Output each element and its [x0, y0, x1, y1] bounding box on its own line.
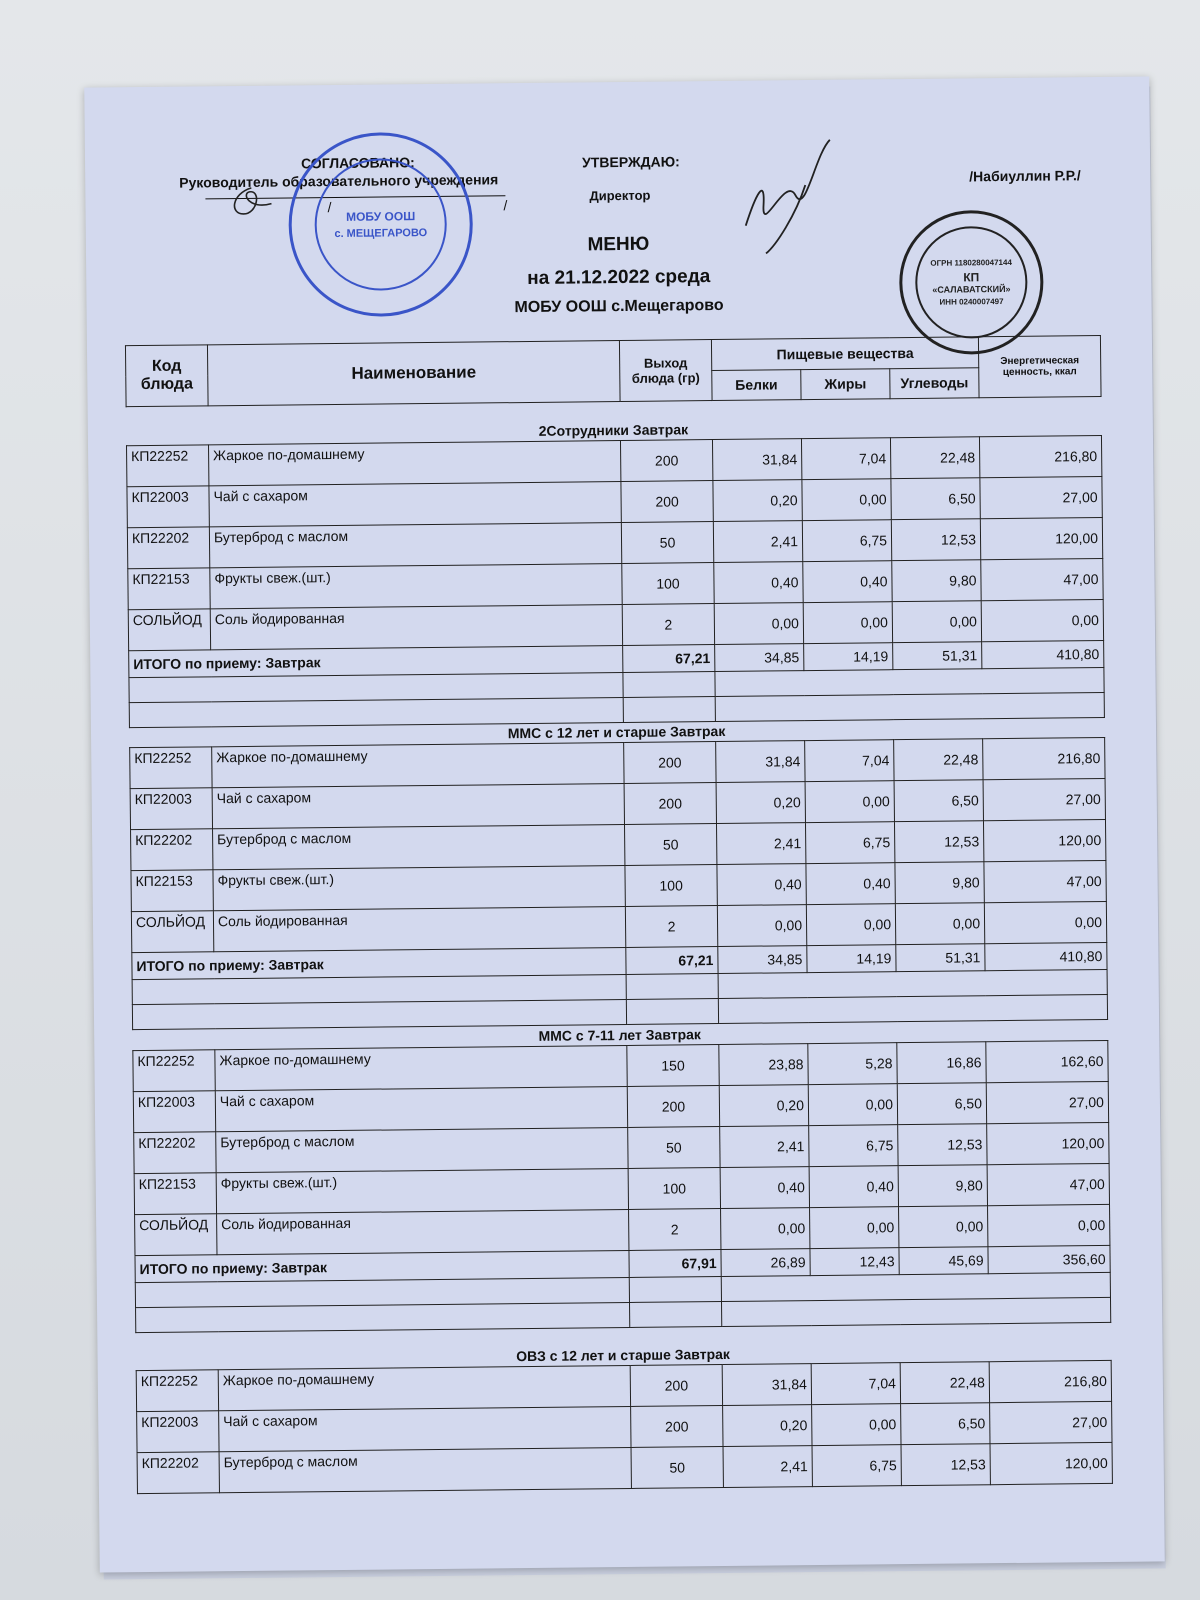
- dish-fat: 0,00: [806, 904, 895, 946]
- col-energy: Энергетическая ценность, ккал: [978, 335, 1101, 397]
- dish-energy: 27,00: [986, 1081, 1108, 1123]
- dish-fat: 5,28: [808, 1043, 897, 1085]
- dish-code: КП22202: [134, 1132, 216, 1174]
- dish-output: 150: [627, 1045, 719, 1087]
- total-energy: 356,60: [988, 1245, 1110, 1273]
- section-title: ОВЗ с 12 лет и старше Завтрак: [516, 1345, 730, 1365]
- table-row: [137, 1442, 1112, 1493]
- section-table: [136, 1360, 1113, 1494]
- dish-output: 50: [631, 1447, 723, 1489]
- dish-energy: 0,00: [981, 599, 1103, 641]
- dish-carbs: 12,53: [898, 1124, 987, 1166]
- section-title: ММС с 7-11 лет Завтрак: [538, 1026, 701, 1044]
- dish-name: Бутерброд с маслом: [219, 1447, 631, 1492]
- dish-energy: 120,00: [990, 1442, 1112, 1484]
- dish-energy: 120,00: [987, 1122, 1109, 1164]
- agreed-role: Руководитель образовательного учреждения: [179, 171, 499, 191]
- dish-carbs: 12,53: [894, 821, 983, 863]
- dish-output: 200: [631, 1406, 723, 1448]
- total-output: 67,21: [623, 645, 715, 673]
- dish-protein: 0,40: [720, 1167, 809, 1209]
- section-rows: [130, 737, 1108, 1029]
- dish-code: КП22252: [133, 1050, 215, 1092]
- dish-fat: 0,00: [808, 1084, 897, 1126]
- approve-label: УТВЕРЖДАЮ:: [581, 153, 680, 171]
- dish-fat: 0,00: [810, 1207, 899, 1249]
- dish-name: Чай с сахаром: [209, 482, 621, 527]
- dish-protein: 0,40: [714, 562, 803, 604]
- dish-energy: 216,80: [983, 737, 1105, 779]
- dish-protein: 2,41: [720, 1126, 809, 1168]
- dish-output: 200: [624, 783, 716, 825]
- dish-name: Соль йодированная: [217, 1209, 629, 1254]
- dish-fat: 6,75: [802, 520, 891, 562]
- dish-output: 200: [630, 1365, 722, 1407]
- dish-fat: 6,75: [809, 1125, 898, 1167]
- dish-code: СОЛЬЙОД: [135, 1214, 217, 1256]
- column-header-table: [125, 335, 1102, 407]
- dish-fat: 0,00: [802, 479, 891, 521]
- menu-date: на 21.12.2022 среда: [527, 266, 711, 289]
- dish-carbs: 9,80: [892, 560, 981, 602]
- col-fat: Жиры: [801, 368, 890, 399]
- dish-code: СОЛЬЙОД: [131, 911, 213, 953]
- dish-energy: 47,00: [984, 860, 1106, 902]
- dish-protein: 0,20: [716, 782, 805, 824]
- dish-code: КП22202: [137, 1452, 219, 1494]
- section-rows: [133, 1040, 1111, 1332]
- dish-fat: 0,40: [803, 561, 892, 603]
- dish-name: Жаркое по-домашнему: [218, 1365, 630, 1410]
- dish-protein: 2,41: [716, 823, 805, 865]
- col-protein: Белки: [712, 369, 801, 400]
- dish-carbs: 6,50: [894, 780, 983, 822]
- total-fat: 14,19: [804, 643, 893, 671]
- dish-carbs: 12,53: [901, 1444, 990, 1486]
- dish-energy: 216,80: [979, 435, 1101, 477]
- director-label: Директор: [589, 187, 651, 204]
- dish-protein: 0,20: [719, 1085, 808, 1127]
- col-output: Выход блюда (гр): [619, 340, 712, 402]
- dish-energy: 120,00: [980, 517, 1102, 559]
- col-code: Код блюда: [125, 345, 208, 407]
- dish-energy: 47,00: [987, 1163, 1109, 1205]
- dish-name: Фрукты свеж.(шт.): [216, 1168, 628, 1213]
- school-stamp-line2: с. МЕЩЕГАРОВО: [334, 227, 428, 241]
- dish-energy: 27,00: [990, 1401, 1112, 1443]
- dish-fat: 0,40: [809, 1166, 898, 1208]
- dish-carbs: 0,00: [895, 903, 984, 945]
- dish-carbs: 22,48: [890, 437, 979, 479]
- total-carbs: 51,31: [893, 642, 982, 670]
- dish-fat: 6,75: [805, 822, 894, 864]
- agreed-label: СОГЛАСОВАНО:: [300, 154, 415, 172]
- section-table: [132, 1040, 1111, 1333]
- dish-carbs: 6,50: [897, 1083, 986, 1125]
- dish-fat: 0,00: [812, 1404, 901, 1446]
- dish-code: СОЛЬЙОД: [128, 609, 210, 651]
- dish-output: 50: [625, 824, 717, 866]
- company-stamp-kp: КП: [963, 270, 980, 285]
- dish-energy: 27,00: [983, 778, 1105, 820]
- dish-fat: 6,75: [812, 1445, 901, 1487]
- dish-output: 100: [625, 865, 717, 907]
- company-stamp-ogrn: ОГРН 1180280047144: [930, 257, 1012, 268]
- dish-protein: 23,88: [719, 1044, 808, 1086]
- dish-code: КП22003: [137, 1411, 219, 1453]
- director-name: /Набиуллин Р.Р./: [969, 167, 1081, 185]
- section-table: [129, 737, 1108, 1030]
- total-protein: 34,85: [715, 644, 804, 672]
- dish-carbs: 22,48: [894, 739, 983, 781]
- dish-output: 200: [621, 481, 713, 523]
- dish-name: Соль йодированная: [213, 906, 625, 951]
- dish-fat: 0,40: [806, 863, 895, 905]
- dish-name: Бутерброд с маслом: [213, 825, 625, 870]
- dish-protein: 0,40: [717, 864, 806, 906]
- dish-name: Жаркое по-домашнему: [209, 441, 621, 486]
- total-output: 67,91: [629, 1250, 721, 1278]
- dish-protein: 0,00: [721, 1208, 810, 1250]
- total-carbs: 45,69: [899, 1247, 988, 1275]
- dish-name: Бутерброд с маслом: [216, 1127, 628, 1172]
- agreed-signature: [221, 184, 281, 221]
- dish-code: КП22153: [134, 1173, 216, 1215]
- dish-output: 100: [622, 563, 714, 605]
- dish-protein: 0,00: [717, 905, 806, 947]
- signature-slash-right: /: [503, 197, 508, 214]
- dish-code: КП22003: [127, 486, 209, 528]
- dish-energy: 47,00: [981, 558, 1103, 600]
- company-stamp-name: «САЛАВАТСКИЙ»: [932, 283, 1011, 295]
- menu-document: [84, 76, 1164, 1572]
- col-carbs: Углеводы: [890, 367, 979, 398]
- dish-output: 50: [621, 522, 713, 564]
- dish-output: 100: [628, 1168, 720, 1210]
- dish-code: КП22153: [128, 568, 210, 610]
- dish-code: КП22003: [130, 788, 212, 830]
- dish-code: КП22202: [131, 829, 213, 871]
- dish-output: 200: [627, 1086, 719, 1128]
- total-energy: 410,80: [982, 640, 1104, 668]
- school-name: МОБУ ООШ с.Мещегарово: [514, 296, 724, 317]
- dish-output: 2: [622, 604, 714, 646]
- dish-protein: 31,84: [716, 741, 805, 783]
- dish-fat: 7,04: [805, 740, 894, 782]
- dish-carbs: 9,80: [898, 1165, 987, 1207]
- dish-energy: 0,00: [988, 1204, 1110, 1246]
- dish-name: Фрукты свеж.(шт.): [213, 865, 625, 910]
- total-label: ИТОГО по приему: Завтрак: [129, 646, 623, 678]
- dish-energy: 120,00: [983, 819, 1105, 861]
- total-output: 67,21: [626, 947, 718, 975]
- section-table: [126, 435, 1105, 728]
- dish-energy: 27,00: [980, 476, 1102, 518]
- dish-carbs: 6,50: [901, 1403, 990, 1445]
- dish-carbs: 0,00: [892, 601, 981, 643]
- dish-name: Чай с сахаром: [212, 784, 624, 829]
- dish-protein: 0,00: [714, 603, 803, 645]
- total-protein: 34,85: [718, 946, 807, 974]
- dish-output: 2: [625, 906, 717, 948]
- dish-fat: 7,04: [801, 438, 890, 480]
- dish-name: Бутерброд с маслом: [209, 523, 621, 568]
- dish-protein: 0,20: [713, 480, 802, 522]
- dish-carbs: 16,86: [897, 1042, 986, 1084]
- total-carbs: 51,31: [896, 944, 985, 972]
- total-fat: 14,19: [807, 945, 896, 973]
- dish-fat: 0,00: [805, 781, 894, 823]
- dish-protein: 31,84: [712, 439, 801, 481]
- dish-code: КП22003: [133, 1091, 215, 1133]
- dish-output: 50: [628, 1127, 720, 1169]
- dish-name: Жаркое по-домашнему: [215, 1045, 627, 1090]
- dish-output: 2: [629, 1209, 721, 1251]
- dish-name: Жаркое по-домашнему: [212, 743, 624, 788]
- col-nutrients: Пищевые вещества: [711, 337, 978, 370]
- total-energy: 410,80: [985, 942, 1107, 970]
- dish-protein: 2,41: [713, 521, 802, 563]
- dish-code: КП22202: [127, 527, 209, 569]
- dish-protein: 31,84: [722, 1364, 811, 1406]
- dish-name: Фрукты свеж.(шт.): [210, 564, 622, 609]
- section-title: ММС с 12 лет и старше Завтрак: [507, 722, 726, 742]
- dish-carbs: 0,00: [899, 1206, 988, 1248]
- dish-name: Чай с сахаром: [215, 1086, 627, 1131]
- dish-energy: 0,00: [984, 901, 1106, 943]
- dish-code: КП22252: [127, 445, 209, 487]
- section-rows: [127, 435, 1105, 727]
- signature-slash-left: /: [327, 199, 332, 216]
- dish-name: Соль йодированная: [210, 605, 622, 650]
- section-rows: [136, 1360, 1112, 1493]
- dish-energy: 216,80: [989, 1360, 1111, 1402]
- dish-code: КП22153: [131, 870, 213, 912]
- dish-fat: 7,04: [811, 1363, 900, 1405]
- total-protein: 26,89: [721, 1249, 810, 1277]
- dish-code: КП22252: [136, 1370, 218, 1412]
- dish-fat: 0,00: [803, 602, 892, 644]
- total-label: ИТОГО по приему: Завтрак: [135, 1250, 629, 1282]
- dish-carbs: 12,53: [891, 519, 980, 561]
- total-label: ИТОГО по приему: Завтрак: [132, 947, 626, 979]
- dish-output: 200: [620, 440, 712, 482]
- dish-output: 200: [624, 742, 716, 784]
- dish-name: Чай с сахаром: [219, 1406, 631, 1451]
- dish-carbs: 6,50: [891, 478, 980, 520]
- school-stamp-line1: МОБУ ООШ: [345, 209, 416, 224]
- total-fat: 12,43: [810, 1248, 899, 1276]
- col-name: Наименование: [207, 341, 620, 406]
- company-stamp-inn: ИНН 0240007497: [939, 297, 1004, 307]
- dish-carbs: 9,80: [895, 862, 984, 904]
- dish-protein: 2,41: [723, 1446, 812, 1488]
- dish-carbs: 22,48: [900, 1362, 989, 1404]
- dish-code: КП22252: [130, 747, 212, 789]
- dish-energy: 162,60: [986, 1040, 1108, 1082]
- dish-protein: 0,20: [723, 1405, 812, 1447]
- section-title: 2Сотрудники Завтрак: [538, 421, 689, 439]
- menu-title: МЕНЮ: [587, 233, 650, 256]
